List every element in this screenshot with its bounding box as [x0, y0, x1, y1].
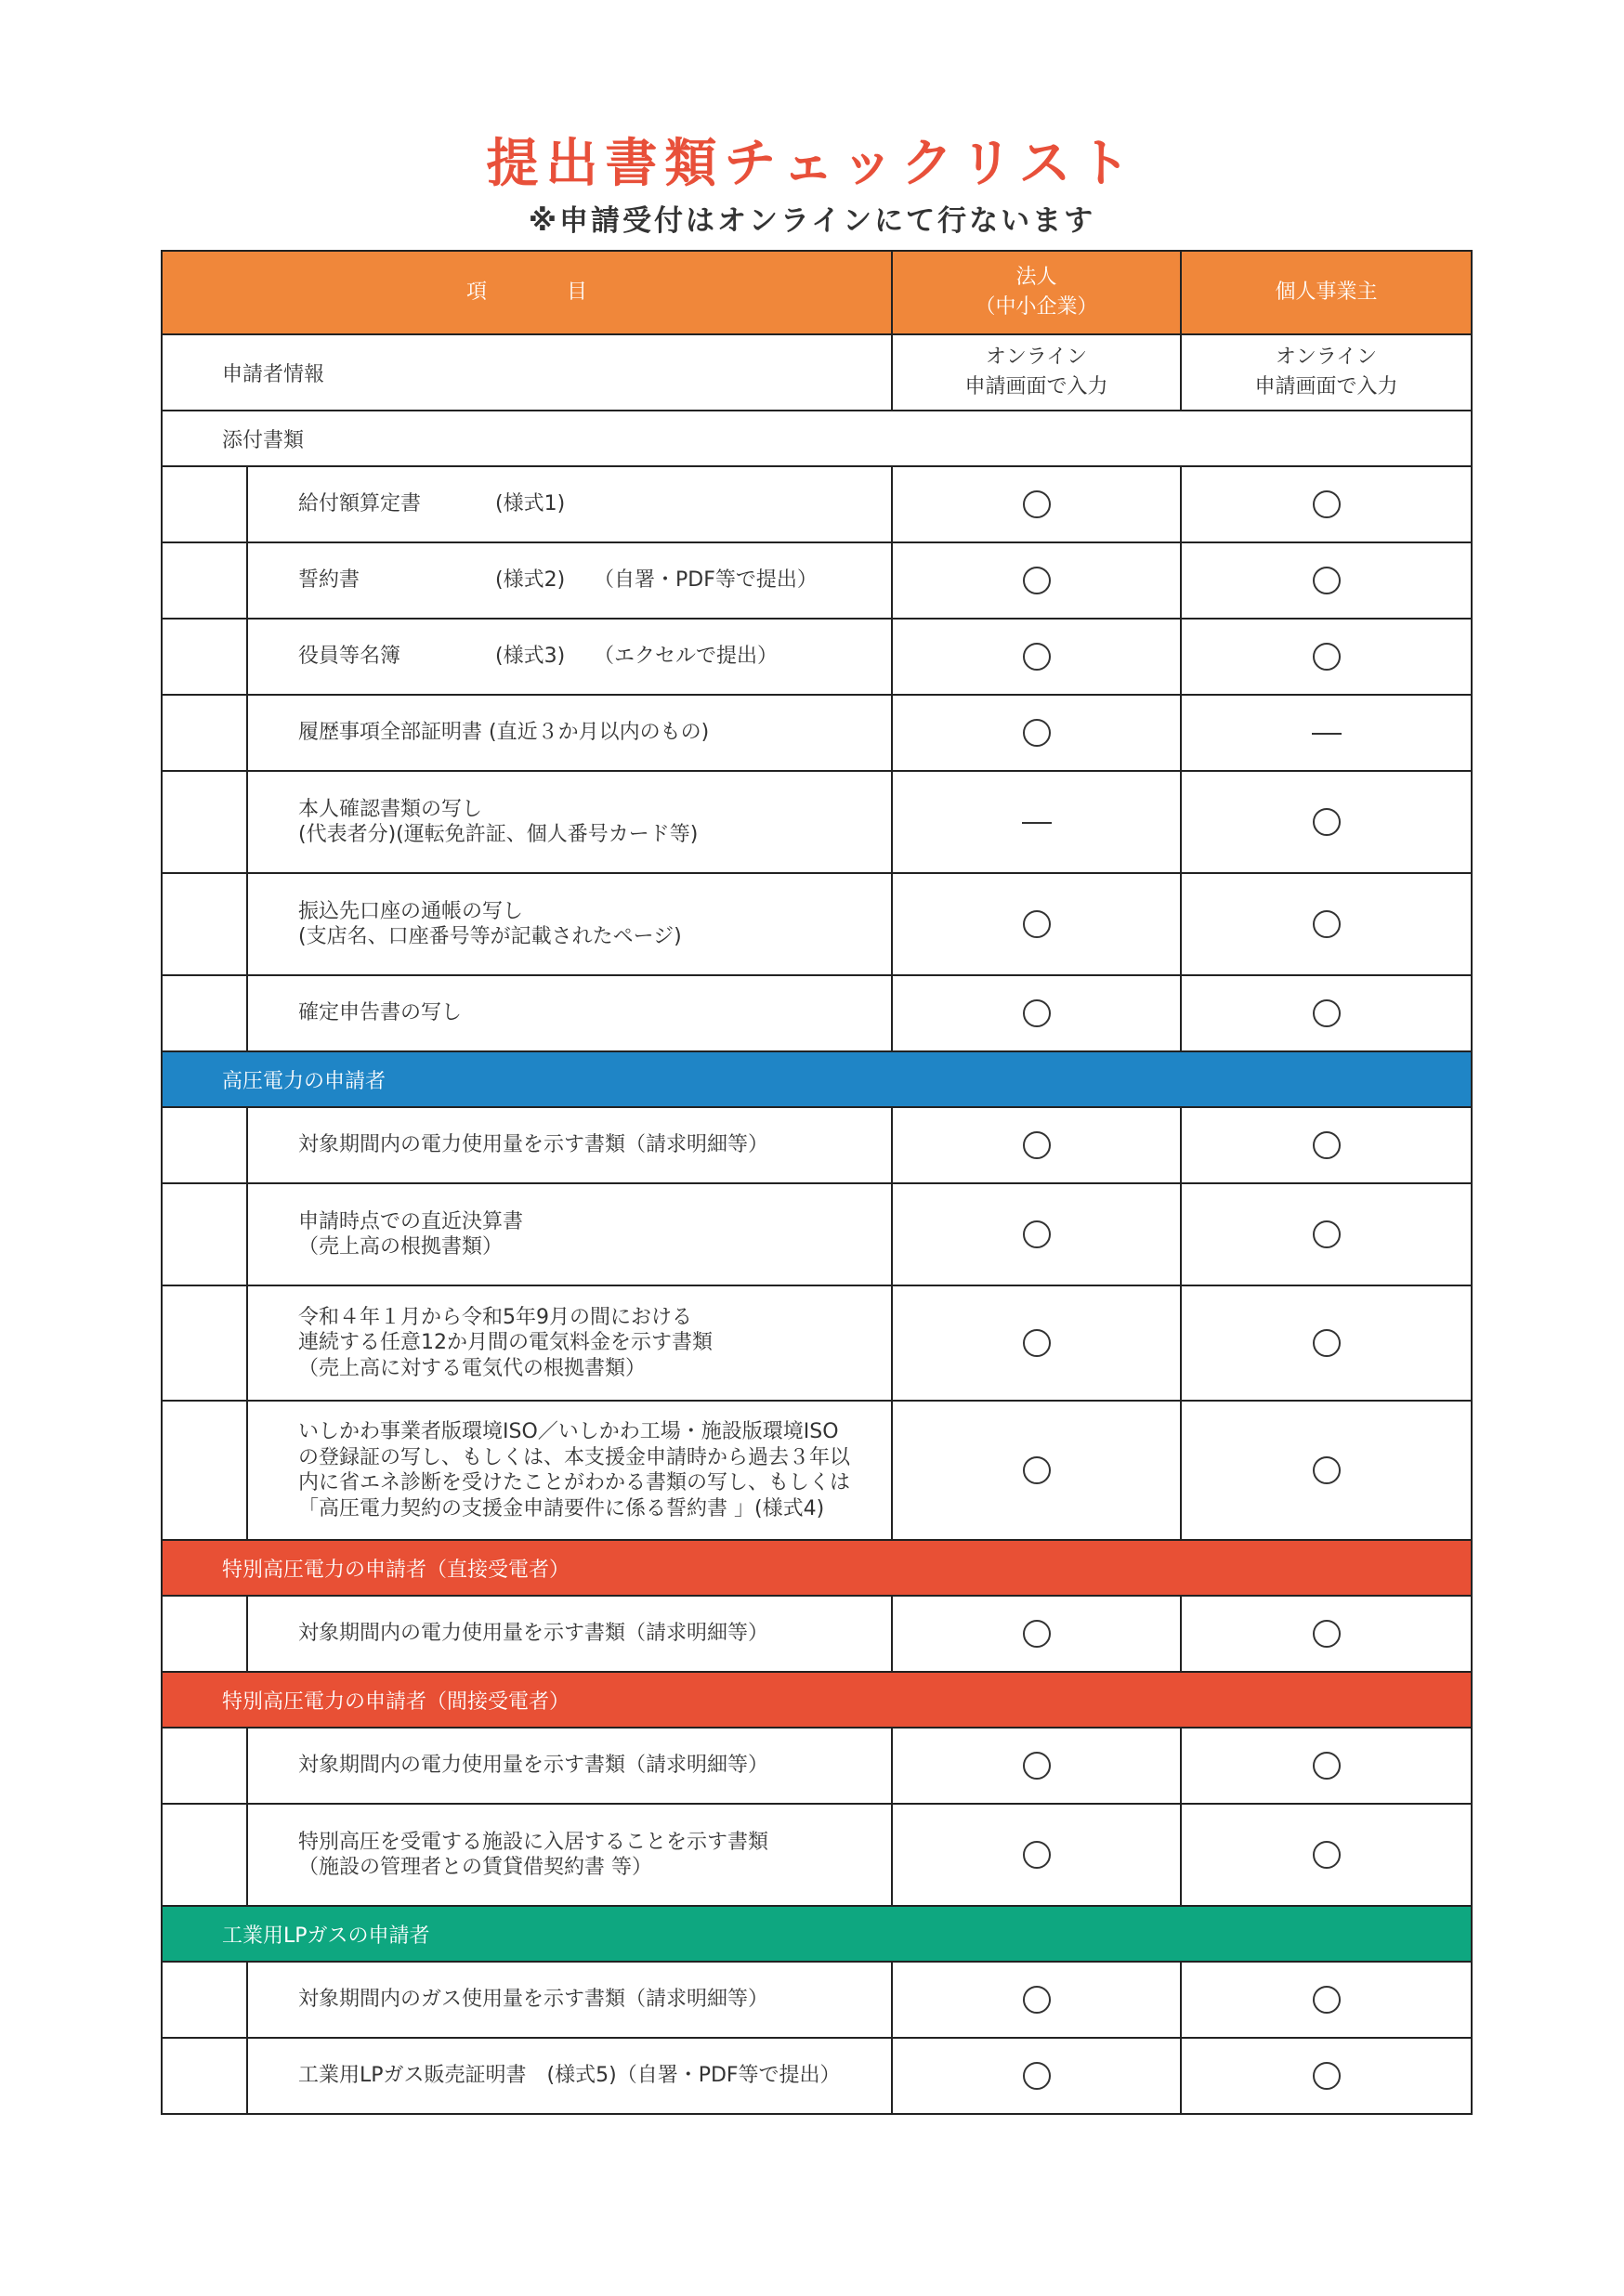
circle-mark-icon: [1313, 910, 1341, 938]
document-line: 工業用LPガス販売証明書 (様式5)（自署・PDF等で提出）: [298, 2064, 841, 2088]
corp-mark: [892, 1596, 1181, 1672]
header-corp: [892, 251, 1181, 334]
document-row: [162, 1401, 1472, 1540]
applicant-info-sole-line2: 申請画面で入力: [1254, 375, 1398, 398]
document-name: [247, 1596, 892, 1672]
sole-mark: [1181, 1183, 1472, 1285]
indent-cell: [162, 1285, 247, 1401]
corp-mark: [892, 1285, 1181, 1401]
document-name: [247, 466, 892, 542]
indent-cell: [162, 1728, 247, 1804]
applicant-info-label: 申請者情報: [162, 334, 892, 411]
circle-mark-icon: [1313, 1620, 1341, 1648]
document-row: [162, 975, 1472, 1051]
circle-mark-icon: [1313, 1329, 1341, 1357]
circle-mark-icon: [1313, 999, 1341, 1027]
corp-mark: [892, 542, 1181, 619]
section-title: 特別高圧電力の申請者（間接受電者）: [162, 1672, 1472, 1728]
document-name: [247, 695, 892, 771]
sole-mark: [1181, 975, 1472, 1051]
document-line: 連続する任意12か月間の電気料金を示す書類: [298, 1331, 713, 1355]
document-name: [247, 1962, 892, 2038]
sole-mark: [1181, 1285, 1472, 1401]
document-row: [162, 695, 1472, 771]
sole-mark: [1181, 619, 1472, 695]
document-line: 令和４年１月から令和5年9月の間における: [298, 1305, 692, 1329]
circle-mark-icon: [1023, 910, 1051, 938]
page-title: 提出書類チェックリスト: [486, 134, 1138, 194]
document-row: [162, 1804, 1472, 1906]
applicant-info-corp-line1: オンライン: [985, 346, 1088, 370]
document-line: 対象期間内の電力使用量を示す書類（請求明細等）: [298, 1133, 769, 1157]
section-title: 高圧電力の申請者: [162, 1051, 1472, 1107]
sole-mark: [1181, 1804, 1472, 1906]
document-row: [162, 1596, 1472, 1672]
document-line: 申請時点での直近決算書: [298, 1209, 524, 1233]
corp-mark: [892, 695, 1181, 771]
document-line: （売上高に対する電気代の根拠書類）: [298, 1356, 647, 1380]
header-corp-line1: 法人: [1015, 266, 1057, 290]
corp-mark: [892, 2038, 1181, 2114]
document-line: 確定申告書の写し: [298, 1001, 463, 1025]
document-name: [247, 771, 892, 873]
circle-mark-icon: [1023, 1220, 1051, 1248]
circle-mark-icon: [1023, 1620, 1051, 1648]
document-row: [162, 466, 1472, 542]
document-line: 内に省エネ診断を受けたことがわかる書類の写し、もしくは: [298, 1471, 851, 1494]
document-row: [162, 2038, 1472, 2114]
document-row: [162, 542, 1472, 619]
header-item: [162, 251, 892, 334]
sole-mark: [1181, 2038, 1472, 2114]
document-row: [162, 1183, 1472, 1285]
header-item-char1: 項: [465, 280, 487, 305]
form-number: (様式2): [495, 568, 566, 593]
circle-mark-icon: [1313, 1841, 1341, 1869]
header-sole: 個人事業主: [1181, 251, 1472, 334]
corp-mark: [892, 975, 1181, 1051]
circle-mark-icon: [1313, 1986, 1341, 2014]
applicant-info-corp: [892, 334, 1181, 411]
checklist-table: [161, 250, 1473, 2115]
section-title: 工業用LPガスの申請者: [162, 1906, 1472, 1962]
submission-note: （自署・PDF等で提出）: [594, 568, 818, 593]
form-number: (様式1): [495, 492, 566, 516]
sole-mark: [1181, 695, 1472, 771]
document-row: [162, 619, 1472, 695]
corp-mark: [892, 1962, 1181, 2038]
circle-mark-icon: [1023, 1131, 1051, 1159]
document-line: 特別高圧を受電する施設に入居することを示す書類: [298, 1830, 769, 1854]
header-corp-line2: （中小企業）: [975, 295, 1098, 319]
document-line: 履歴事項全部証明書 (直近３か月以内のもの): [298, 721, 710, 745]
document-line: 本人確認書類の写し: [298, 797, 483, 821]
corp-mark: [892, 1183, 1181, 1285]
document-name: [247, 542, 892, 619]
document-name: [247, 873, 892, 975]
sole-mark: [1181, 1596, 1472, 1672]
corp-mark: [892, 1401, 1181, 1540]
sole-mark: [1181, 873, 1472, 975]
document-name: [247, 619, 892, 695]
circle-mark-icon: [1313, 1220, 1341, 1248]
sole-mark: [1181, 1401, 1472, 1540]
document-row: [162, 771, 1472, 873]
circle-mark-icon: [1023, 1752, 1051, 1780]
section-header-row: [162, 1051, 1472, 1107]
indent-cell: [162, 1804, 247, 1906]
circle-mark-icon: [1023, 567, 1051, 594]
applicant-info-sole-line1: オンライン: [1275, 346, 1378, 370]
indent-cell: [162, 873, 247, 975]
section-header-row: [162, 1906, 1472, 1962]
corp-mark: [892, 1804, 1181, 1906]
document-line: 「高圧電力契約の支援金申請要件に係る誓約書 」(様式4): [298, 1496, 825, 1520]
document-line: いしかわ事業者版環境ISO／いしかわ工場・施設版環境ISO: [298, 1420, 839, 1443]
document-name: [247, 1183, 892, 1285]
circle-mark-icon: [1023, 1456, 1051, 1484]
circle-mark-icon: [1023, 643, 1051, 671]
indent-cell: [162, 1183, 247, 1285]
document-name: [247, 1728, 892, 1804]
circle-mark-icon: [1023, 2062, 1051, 2090]
sole-mark: [1181, 1962, 1472, 2038]
header-item-char2: 目: [567, 280, 588, 305]
document-row: [162, 1728, 1472, 1804]
submission-note: （エクセルで提出）: [594, 645, 779, 669]
document-row: [162, 873, 1472, 975]
circle-mark-icon: [1313, 1752, 1341, 1780]
section-header-row: [162, 1540, 1472, 1596]
circle-mark-icon: [1023, 1329, 1051, 1357]
indent-cell: [162, 1107, 247, 1183]
document-line: 振込先口座の通帳の写し: [298, 899, 524, 923]
indent-cell: [162, 695, 247, 771]
corp-mark: [892, 466, 1181, 542]
sole-mark: [1181, 771, 1472, 873]
indent-cell: [162, 771, 247, 873]
document-row: [162, 1107, 1472, 1183]
document-title: 給付額算定書: [298, 492, 422, 516]
applicant-info-corp-line2: 申請画面で入力: [964, 375, 1108, 398]
page-subtitle: ※申請受付はオンラインにて行ないます: [528, 204, 1096, 238]
attachments-header-row: [162, 411, 1472, 466]
corp-mark: [892, 619, 1181, 695]
dash-mark-icon: [1022, 822, 1052, 824]
circle-mark-icon: [1313, 1456, 1341, 1484]
circle-mark-icon: [1023, 490, 1051, 518]
indent-cell: [162, 1596, 247, 1672]
document-row: [162, 1285, 1472, 1401]
indent-cell: [162, 466, 247, 542]
indent-cell: [162, 1962, 247, 2038]
sole-mark: [1181, 1728, 1472, 1804]
document-name: [247, 1285, 892, 1401]
document-name: [247, 2038, 892, 2114]
attachments-label: 添付書類: [162, 411, 1472, 466]
section-title: 特別高圧電力の申請者（直接受電者）: [162, 1540, 1472, 1596]
document-line: 対象期間内の電力使用量を示す書類（請求明細等）: [298, 1622, 769, 1646]
circle-mark-icon: [1313, 643, 1341, 671]
document-name: [247, 1804, 892, 1906]
corp-mark: [892, 771, 1181, 873]
circle-mark-icon: [1023, 1986, 1051, 2014]
indent-cell: [162, 619, 247, 695]
circle-mark-icon: [1023, 1841, 1051, 1869]
document-line: （施設の管理者との賃貸借契約書 等）: [298, 1856, 652, 1879]
document-line: の登録証の写し、もしくは、本支援金申請時から過去３年以: [298, 1445, 851, 1469]
document-name: [247, 1107, 892, 1183]
indent-cell: [162, 2038, 247, 2114]
document-name: [247, 1401, 892, 1540]
corp-mark: [892, 1728, 1181, 1804]
document-title: 誓約書: [298, 568, 360, 593]
document-line: 対象期間内のガス使用量を示す書類（請求明細等）: [298, 1988, 769, 2012]
corp-mark: [892, 1107, 1181, 1183]
circle-mark-icon: [1313, 808, 1341, 836]
corp-mark: [892, 873, 1181, 975]
circle-mark-icon: [1313, 2062, 1341, 2090]
document-line: 対象期間内の電力使用量を示す書類（請求明細等）: [298, 1754, 769, 1778]
header-row: [162, 251, 1472, 334]
dash-mark-icon: [1312, 733, 1342, 735]
sole-mark: [1181, 466, 1472, 542]
indent-cell: [162, 1401, 247, 1540]
circle-mark-icon: [1313, 567, 1341, 594]
circle-mark-icon: [1313, 1131, 1341, 1159]
document-name: [247, 975, 892, 1051]
applicant-info-row: [162, 334, 1472, 411]
indent-cell: [162, 542, 247, 619]
applicant-info-sole: [1181, 334, 1472, 411]
document-line: （売上高の根拠書類）: [298, 1235, 504, 1259]
document-line: (支店名、口座番号等が記載されたページ): [298, 925, 682, 948]
sole-mark: [1181, 542, 1472, 619]
indent-cell: [162, 975, 247, 1051]
document-line: (代表者分)(運転免許証、個人番号カード等): [298, 823, 699, 846]
form-number: (様式3): [495, 645, 566, 669]
document-title: 役員等名簿: [298, 645, 401, 669]
circle-mark-icon: [1313, 490, 1341, 518]
circle-mark-icon: [1023, 999, 1051, 1027]
circle-mark-icon: [1023, 719, 1051, 747]
section-header-row: [162, 1672, 1472, 1728]
sole-mark: [1181, 1107, 1472, 1183]
document-row: [162, 1962, 1472, 2038]
